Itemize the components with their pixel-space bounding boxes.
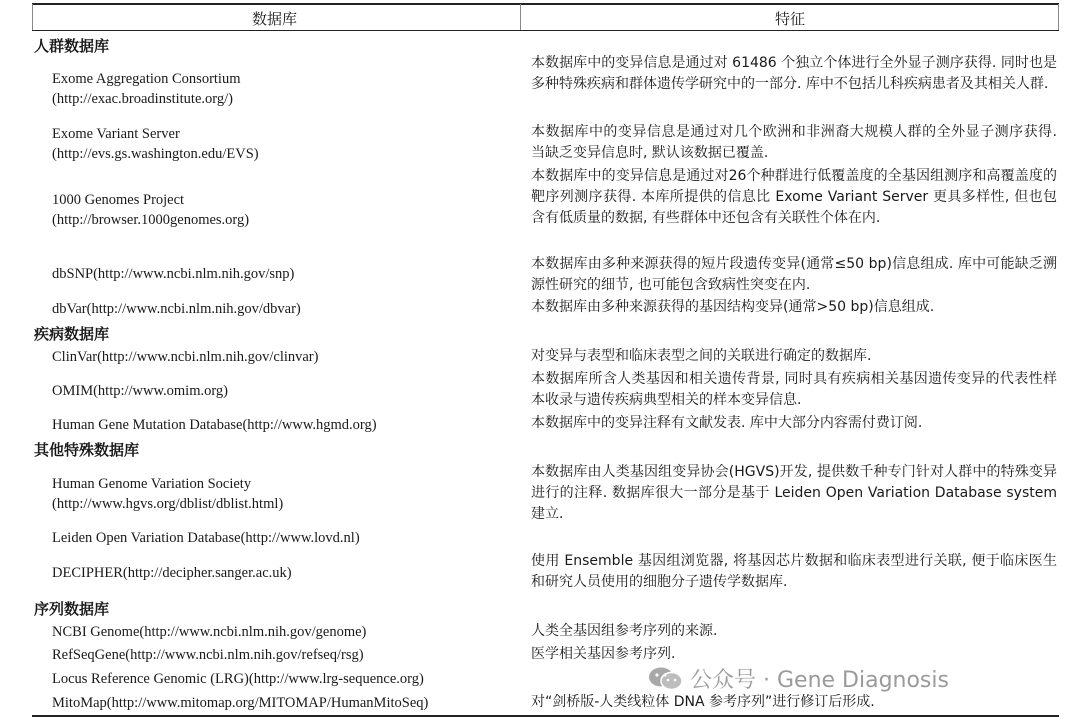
- db-lovd: [52, 528, 512, 548]
- db-name: Human Genome Variation Society: [52, 476, 252, 492]
- db-name: Exome Aggregation Consortium: [52, 71, 241, 87]
- db-clinvar: [52, 347, 512, 367]
- db-url: (http://browser.1000genomes.org): [52, 212, 250, 228]
- db-dbsnp: [52, 264, 512, 284]
- db-refseqgene: [52, 645, 512, 665]
- feature-omim: 本数据库所含人类基因和相关遗传背景, 同时具有疾病相关基因遗传变异的代表性样本收录与遗传疾病典型相关的样本变异信息.: [531, 371, 1057, 408]
- header-features: 特征: [775, 10, 806, 28]
- db-ncbi-genome: [52, 622, 512, 642]
- db-omim: [52, 381, 512, 401]
- db-1000genomes: [52, 190, 512, 230]
- db-url: (http://exac.broadinstitute.org/): [52, 91, 233, 107]
- db-name: OMIM(http://www.omim.org): [52, 383, 229, 399]
- header-database: 数据库: [252, 10, 298, 28]
- feature-hgvs: 本数据库由人类基因组变异协会(HGVS)开发, 提供数千种专门针对人群中的特殊变异进行的注释. 数据库很大一部分是基于 Leiden Open Variation Database system 建立.: [531, 464, 1057, 522]
- feature-decipher: 使用 Ensemble 基因组浏览器, 将基因芯片数据和临床表型进行关联, 便于临床医生和研究人员使用的细胞分子遗传学数据库.: [531, 553, 1057, 590]
- watermark: [648, 663, 949, 694]
- watermark-text: 公众号 · Gene Diagnosis: [690, 668, 949, 693]
- db-name: Human Gene Mutation Database(http://www.hgmd.org): [52, 417, 377, 433]
- db-name: DECIPHER(http://decipher.sanger.ac.uk): [52, 565, 292, 581]
- db-name: NCBI Genome(http://www.ncbi.nlm.nih.gov/genome): [52, 624, 367, 640]
- top-rule: [32, 3, 1059, 5]
- db-name: ClinVar(http://www.ncbi.nlm.nih.gov/clinvar): [52, 349, 319, 365]
- db-name: dbSNP(http://www.ncbi.nlm.nih.gov/snp): [52, 266, 295, 282]
- feature-clinvar: 对变异与表型和临床表型之间的关联进行确定的数据库.: [531, 348, 872, 364]
- wechat-icon: [648, 666, 684, 692]
- header-rule: [32, 30, 1059, 31]
- db-name: dbVar(http://www.ncbi.nlm.nih.gov/dbvar): [52, 301, 301, 317]
- db-exac: [52, 69, 512, 109]
- feature-refseqgene: 医学相关基因参考序列.: [531, 646, 676, 662]
- feature-evs: 本数据库中的变异信息是通过对几个欧洲和非洲裔大规模人群的全外显子测序获得. 当缺乏变异信息时, 默认该数据已覆盖.: [531, 124, 1057, 161]
- db-hgvs: [52, 474, 512, 514]
- feature-exac: 本数据库中的变异信息是通过对 61486 个独立个体进行全外显子测序获得. 同时也是多种特殊疾病和群体遗传学研究中的一部分. 库中不包括儿科疾病患者及其相关人群.: [531, 55, 1057, 92]
- feature-mitomap: 对“剑桥版-人类线粒体 DNA 参考序列”进行修订后形成.: [531, 694, 875, 710]
- db-name: MitoMap(http://www.mitomap.org/MITOMAP/HumanMitoSeq): [52, 695, 429, 711]
- section-title-population: 人群数据库: [34, 37, 110, 55]
- db-name: Leiden Open Variation Database(http://www.lovd.nl): [52, 530, 360, 546]
- db-name: Locus Reference Genomic (LRG)(http://www.lrg-sequence.org): [52, 671, 424, 687]
- header-divider-left: [32, 4, 33, 30]
- feature-dbvar: 本数据库由多种来源获得的基因结构变异(通常>50 bp)信息组成.: [531, 299, 935, 315]
- db-url: (http://www.hgvs.org/dblist/dblist.html): [52, 496, 284, 512]
- db-name: RefSeqGene(http://www.ncbi.nlm.nih.gov/refseq/rsg): [52, 647, 364, 663]
- db-url: (http://evs.gs.washington.edu/EVS): [52, 146, 259, 162]
- db-hgmd: [52, 415, 512, 435]
- feature-ncbi-genome: 人类全基因组参考序列的来源.: [531, 623, 718, 639]
- feature-dbsnp: 本数据库由多种来源获得的短片段遗传变异(通常≤50 bp)信息组成. 库中可能缺乏溯源性研究的细节, 也可能包含致病性突变在内.: [531, 256, 1057, 293]
- db-decipher: [52, 563, 512, 583]
- feature-hgmd: 本数据库中的变异注释有文献发表. 库中大部分内容需付费订阅.: [531, 415, 923, 431]
- section-title-other: 其他特殊数据库: [34, 441, 140, 459]
- db-evs: [52, 124, 512, 164]
- feature-1000genomes: 本数据库中的变异信息是通过对26个种群进行低覆盖度的全基因组测序和高覆盖度的靶序列测序获得. 本库所提供的信息比 Exome Variant Server 更具多样性, 但也包含有低质量的数据, 有些群体中还包含有关联性个体在内.: [531, 168, 1057, 226]
- header-divider-right: [1058, 4, 1059, 30]
- header-divider-mid: [520, 4, 521, 30]
- bottom-rule: [32, 715, 1059, 717]
- db-lrg: [52, 669, 512, 689]
- db-dbvar: [52, 299, 512, 319]
- section-title-sequence: 序列数据库: [34, 600, 110, 618]
- db-mitomap: [52, 693, 512, 713]
- section-title-disease: 疾病数据库: [34, 325, 110, 343]
- db-name: 1000 Genomes Project: [52, 192, 185, 208]
- db-name: Exome Variant Server: [52, 126, 180, 142]
